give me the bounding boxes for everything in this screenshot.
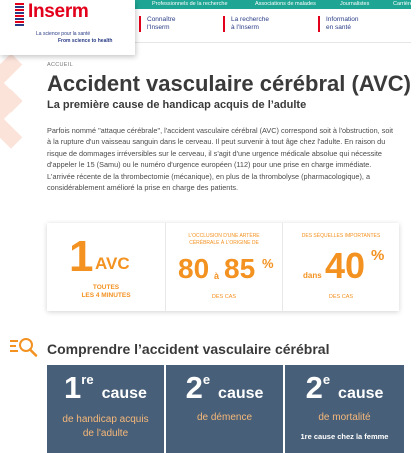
stat-value-to: 85 (224, 253, 256, 284)
nav-item-information[interactable]: Information en santé (318, 16, 359, 32)
stat-footer: DES CAS (328, 294, 354, 300)
card-extra-note: 1re cause chez la femme (300, 432, 389, 441)
stat-unit: AVC (95, 254, 130, 273)
logo-mark-icon (15, 3, 24, 27)
key-figures-panel (47, 223, 399, 311)
intro-paragraph: Parfois nommé "attaque cérébrale", l'accident vasculaire cérébral (AVC) correspond soit à l'obstruction, soit à la rupture d'un vaisseau sanguin dans le cerveau. Il peut survenir à tout âge chez l'adulte. En raison du risque de dommages irréversibles sur le cerveau, il s'agit d'une urgence médicale absolue qui nécessite d'appeler le 15 (Samu) ou le numéro d'urgence européen (112) pour une prise en charge immédiate. L'arrivée récente de la thrombectomie (mécanique), en plus de la thrombolyse (pharmacologique), a considérablement amélioré la prise en charge des patients. (47, 126, 394, 193)
inserm-logo[interactable] (0, 0, 135, 55)
card-text: de handicap acquis de l'adulte (62, 414, 149, 439)
card-rank-suffix: e (202, 372, 211, 387)
nav-item-connaitre[interactable]: Connaître l'Inserm (139, 16, 176, 32)
card-rank: 2 (185, 370, 203, 405)
stat-footer: DES CAS (211, 294, 237, 300)
card-rank: 2 (305, 370, 323, 405)
logo-tagline-en: From science to health (58, 38, 113, 44)
card-word: cause (338, 385, 384, 402)
document-magnifier-icon (10, 337, 38, 357)
fact-card-mortalite[interactable] (285, 365, 404, 453)
main-nav (135, 9, 411, 43)
breadcrumb[interactable]: ACCUEIL (47, 62, 73, 68)
stat-sequelles (282, 223, 399, 311)
stat-caption: DES SÉQUELLES IMPORTANTES (301, 233, 381, 239)
card-rank-suffix: re (81, 372, 94, 387)
stat-percent: % (262, 256, 274, 271)
decorative-chevron (0, 89, 41, 148)
logo-tagline-fr: La science pour la santé (36, 31, 91, 37)
link-professionnels[interactable]: Professionnels de la recherche (152, 1, 228, 7)
link-journalistes[interactable]: Journalistes (340, 1, 370, 7)
stat-caption: TOUTES LES 4 MINUTES (81, 284, 131, 299)
stat-caption: L'OCCLUSION D'UNE ARTÈRE CÉRÉBRALE À L'ORIGINE DE (188, 233, 260, 246)
stat-value-from: 80 (178, 253, 210, 284)
card-word: cause (101, 385, 147, 402)
card-text: de démence (196, 412, 253, 423)
card-word: cause (218, 385, 264, 402)
stat-prefix: dans (303, 271, 322, 280)
nav-item-recherche[interactable]: La recherche à l'Inserm (223, 16, 269, 32)
fact-card-handicap[interactable] (47, 365, 164, 453)
stat-avc-frequency (47, 223, 165, 311)
stat-percent: % (371, 247, 385, 264)
link-associations[interactable]: Associations de malades (255, 1, 316, 7)
page-subtitle: La première cause de handicap acquis de l’adulte (47, 99, 307, 111)
card-rank: 1 (64, 370, 82, 405)
section-title: Comprendre l’accident vasculaire cérébral (47, 341, 330, 357)
card-rank-suffix: e (322, 372, 331, 387)
link-carrieres[interactable]: Carrières (393, 1, 416, 7)
logo-wordmark: Inserm (28, 1, 89, 22)
fact-card-demence[interactable] (166, 365, 283, 453)
stat-number: 1 (69, 232, 94, 281)
page-title: Accident vasculaire cérébral (AVC) (47, 71, 411, 96)
card-text: de mortalité (318, 412, 371, 423)
stat-value: 40 (325, 245, 366, 286)
stat-connector: à (214, 271, 220, 281)
stat-occlusion (165, 223, 282, 311)
